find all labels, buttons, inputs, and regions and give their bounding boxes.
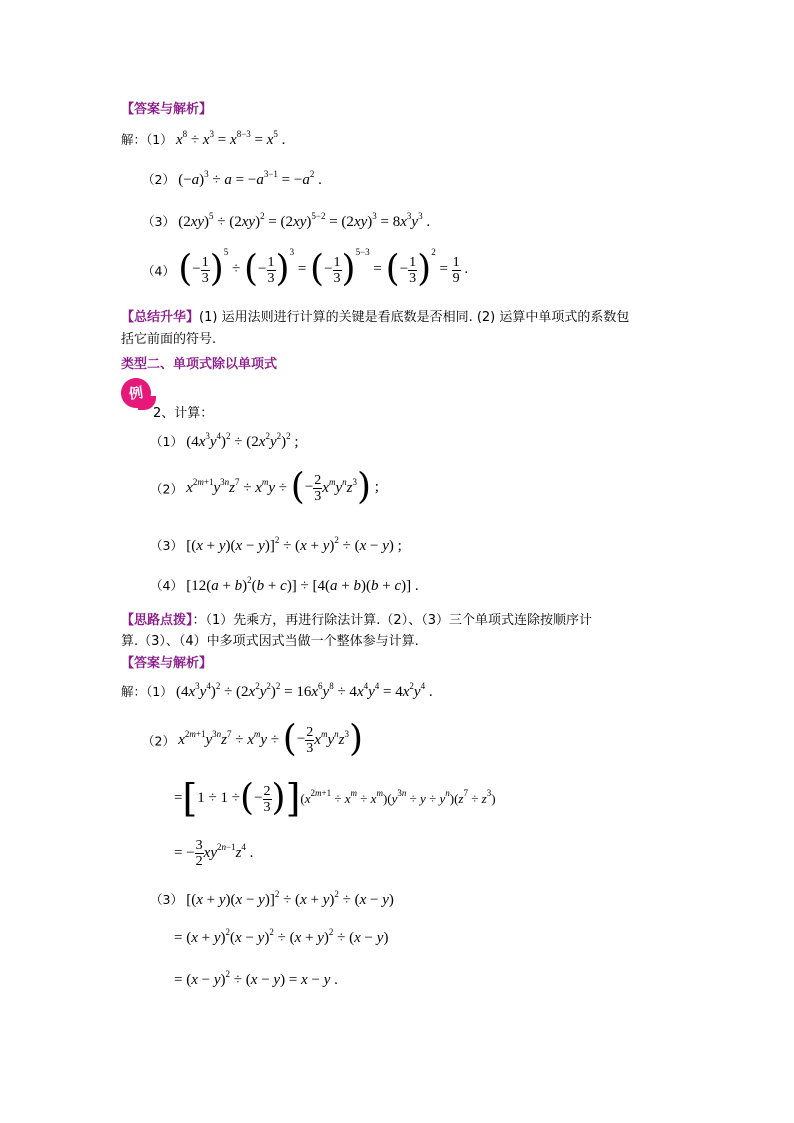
answer-line-1 <box>121 130 285 149</box>
summary-line-2: 括它前面的符号. <box>121 332 217 347</box>
item-label: （1） <box>146 684 173 699</box>
question-2 <box>150 467 379 508</box>
item-label: （1） <box>150 434 183 449</box>
answer-line-3 <box>142 212 430 231</box>
solution-label: 解： <box>121 132 147 147</box>
summary-line-1 <box>121 306 629 325</box>
formula: (− $\frac{1}{3}$ )$^5$ ÷ (− $\frac{1}{3}$ )$^3$ = (− $\frac{1}{3}$ )$^{5-3}$ = (− $\frac{1}{3}$ )$^2$ = $\frac{1}{9}$ . <box>178 247 469 290</box>
hint-line-1 <box>121 609 592 628</box>
summary-heading: 【总结升华】 <box>121 310 200 325</box>
formula: $[12(a + b)^2(b + c)] \div [4(a + b)(b + c)]$ . <box>186 575 419 594</box>
formula: = − $\frac{3}{2}$ $xy^{2n-1}z^4$ . <box>174 838 254 869</box>
formula: $(4x^3y^4)^2 \div (2x^2y^2)^2 = 16x^6y^8 \div 4x^4y^4 = 4x^2y^4$ . <box>175 681 433 700</box>
question-1 <box>150 432 299 451</box>
example-prompt: 2、计算： <box>153 406 214 421</box>
question-3 <box>150 536 402 555</box>
formula: $[(x + y)(x - y)]^2 \div (x + y)^2 \div (x - y)$ <box>186 889 394 908</box>
item-label: （3） <box>150 538 183 553</box>
hint-heading: 【思路点拨】 <box>121 613 193 628</box>
formula: = $(x - y)^2 \div (x - y) = x - y$ . <box>174 969 338 988</box>
example-badge: 例 <box>119 376 153 410</box>
solution-2-line-1 <box>142 719 364 760</box>
summary-text: (1) 运用法则进行计算的关键是看底数是否相同. (2) 运算中单项式的系数包 <box>199 310 630 325</box>
item-label: （2） <box>150 481 183 497</box>
formula: $x^8 \div x^3 = x^{8-3} = x^5$ . <box>175 129 286 148</box>
solution-3-line-2 <box>174 927 389 947</box>
formula: $(-a)^3 \div a = -a^{3-1} = -a^2$ . <box>178 169 322 188</box>
item-label: （2） <box>142 733 175 749</box>
formula: $[(x + y)(x - y)]^2 \div (x + y)^2 \div (x - y)$ ; <box>186 535 402 554</box>
solution-2-line-3 <box>174 838 253 869</box>
answer-heading-2: 【答案与解析】 <box>121 656 213 671</box>
formula: = $(x + y)^2(x - y)^2 \div (x + y)^2 \div (x - y)$ <box>174 927 389 946</box>
item-label: （3） <box>142 214 175 229</box>
hint-text: ：（1）先乘方，再进行除法计算.（2）、（3）三个单项式连除按顺序计 <box>192 613 592 628</box>
solution-3-line-3 <box>174 969 338 989</box>
item-label: （4） <box>150 578 183 593</box>
answer-line-2 <box>142 170 322 189</box>
item-label: （4） <box>142 263 175 279</box>
formula: $x^{2m+1}y^{3n}z^7 \div x^my$ ÷ (− $\frac{2}{3}$ $x^my^nz^3$) ; <box>186 467 379 508</box>
question-4 <box>150 576 419 595</box>
item-label: （2） <box>142 172 175 187</box>
answer-heading-1: 【答案与解析】 <box>121 102 213 117</box>
item-label: （3） <box>150 892 183 907</box>
solution-3-line-1 <box>150 890 394 909</box>
solution-2-line-2 <box>174 777 496 821</box>
hint-line-2: 算.（3）、（4）中多项式因式当做一个整体参与计算. <box>121 634 419 649</box>
formula: $(4x^3y^4)^2 \div (2x^2y^2)^2$ ; <box>186 431 299 450</box>
formula: $x^{2m+1}y^{3n}z^7 \div x^my$ ÷ (− $\frac{2}{3}$ $x^my^nz^3$) <box>178 719 364 760</box>
answer-line-4 <box>142 247 469 290</box>
section-title: 类型二、单项式除以单项式 <box>121 357 278 372</box>
item-label: （1） <box>146 132 173 147</box>
formula: $(2xy)^5 \div (2xy)^2 = (2xy)^{5-2} = (2xy)^3 = 8x^3y^3$ . <box>178 211 431 230</box>
solution-1 <box>121 682 433 701</box>
solution-label: 解： <box>121 684 147 699</box>
formula: =[1 ÷ 1 ÷(− $\frac{2}{3}$ )]$(x^{2m+1} \div x^m \div x^m)(y^{3n} \div y \div y^n)(z^7 \div z^3)$ <box>174 777 496 821</box>
